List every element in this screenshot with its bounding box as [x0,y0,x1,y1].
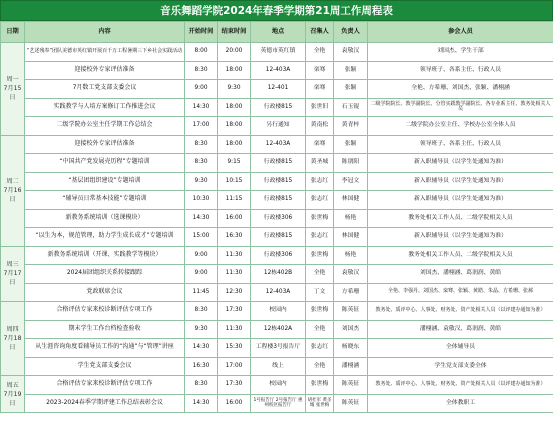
owner: 杨艳 [334,246,368,265]
event-content: “辅导员日常基本技能”专题培训 [25,191,185,210]
owner: 黄青梓 [334,117,368,136]
event-row [1,246,553,265]
event-row [1,320,553,339]
start-time: 9:00 [185,246,218,265]
attendees: 领导班子、各系主任、行政人员 [368,61,553,80]
event-row [1,43,553,62]
place: 12栋402A [251,320,306,339]
convener: 全艳 [306,43,334,62]
place: 另行通知 [251,117,306,136]
event-content: 2023-2024春季学期评建工作总结表彰会议 [25,394,185,413]
event-row [1,302,553,321]
event-content: “艺述残奉”团队美德市英红镇开展百千万工程暑期三下乡社会实践活动 [25,43,185,62]
event-row [1,357,553,376]
start-time: 15:00 [185,228,218,247]
owner: 刘国杰 [334,320,368,339]
event-row [1,376,553,395]
end-time: 9:30 [218,80,251,99]
day-date: 7月19日 [3,390,22,407]
event-content: 新教务系统培训（选课模块） [25,209,185,228]
attendees: 二级学院办公室主任、学校办公室全体人员 [368,117,553,136]
event-row [1,154,553,173]
event-row [1,191,553,210]
start-time: 8:30 [185,135,218,154]
event-row [1,98,553,117]
day-weekday: 周二 [6,178,19,185]
event-content: 期末学生工作台档检查验收 [25,320,185,339]
event-row [1,283,553,302]
end-time: 11:15 [218,191,251,210]
event-content: 迎接校外专家评估准备 [25,61,185,80]
start-time: 8:30 [185,376,218,395]
attendees: 新入职辅导员（以学生处通知为准） [368,191,553,210]
start-time: 8:30 [185,302,218,321]
attendees: 刘国杰、学生干部 [368,43,553,62]
attendees: 教务处相关工作人员、二级学院相关人员 [368,246,553,265]
owner: 石玉锟 [334,98,368,117]
event-content: 从生涯咨询角度看辅导员工作的“沟通”与“管理”讲座 [25,339,185,358]
end-time: 9:15 [218,154,251,173]
day-cell [1,376,25,413]
event-row [1,228,553,247]
attendees: 新入职辅导员（以学生处通知为准） [368,228,553,247]
place: 行政楼815 [251,154,306,173]
event-content: 合格评估专家来校诊断评估专项工作 [25,376,185,395]
convener: 张志红 [306,228,334,247]
owner: 林国健 [334,228,368,247]
place: 12-403A [251,135,306,154]
place: 12栋402B [251,265,306,284]
convener: 栾骞 [306,61,334,80]
owner: 潘栩涵 [334,357,368,376]
schedule-table [0,21,553,413]
start-time: 17:00 [185,117,218,136]
end-time: 15:30 [218,339,251,358]
day-cell [1,43,25,136]
owner: 杨艳 [334,209,368,228]
owner: 方希珊 [334,283,368,302]
start-time: 16:30 [185,357,218,376]
event-row [1,265,553,284]
attendees: 全体教职工 [368,394,553,413]
attendees: 学生党支部支委全体 [368,357,553,376]
day-cell [1,246,25,302]
event-content: “基层团组织建设”专题培训 [25,172,185,191]
event-row [1,394,553,413]
attendees: 刘国杰、潘栩涵、葛润润、黄皓 [368,265,553,284]
start-time: 11:45 [185,283,218,302]
header-convener: 召集人 [306,22,334,43]
event-content: 二级学院办公室主任学期工作总结会 [25,117,185,136]
end-time: 17:00 [218,357,251,376]
convener: 黄圣城 [306,154,334,173]
attendees: 二级学院院长、教学副院长、分管实践教学副院长、各专业系主任、教务处相关人员 [368,98,553,117]
start-time: 8:30 [185,61,218,80]
convener: 张志红 [306,191,334,210]
place: 12-401 [251,80,306,99]
end-time: 18:00 [218,117,251,136]
header-end-time: 结束时间 [218,22,251,43]
place: 校园内 [251,302,306,321]
attendees: 全艳、方希珊、刘国杰、张颖、潘栩涵 [368,80,553,99]
place: 行政楼815 [251,228,306,247]
event-content: 实践教学与人培方案修订工作推进会议 [25,98,185,117]
place: 1号报告厅 2号报告厅 惠州校区报告厅 [251,394,306,413]
place: 行政楼306 [251,246,306,265]
end-time: 10:15 [218,172,251,191]
end-time: 16:00 [218,209,251,228]
event-content: 迎接校外专家评估准备 [25,135,185,154]
start-time: 9:30 [185,320,218,339]
day-date: 7月15日 [3,85,22,102]
attendees: 教务处相关工作人员、二级学院相关人员 [368,209,553,228]
owner: 陈英征 [334,302,368,321]
event-row [1,339,553,358]
owner: 袁敬汉 [334,43,368,62]
event-content: 2024届团组织关系转接跟踪 [25,265,185,284]
start-time: 14:30 [185,394,218,413]
owner: 张颖 [334,135,368,154]
convener: 张世梅 [306,376,334,395]
day-weekday: 周三 [6,261,19,269]
place: 行政楼815 [251,191,306,210]
header-place: 地点 [251,22,306,43]
owner: 李冠文 [334,172,368,191]
convener: 栾骞 [306,80,334,99]
convener: 张世梅 [306,209,334,228]
end-time: 11:30 [218,265,251,284]
page-title: 音乐舞蹈学院2024年春季学期第21周工作周程表 [0,0,553,21]
place: 行政楼306 [251,209,306,228]
owner: 杨晓东 [334,339,368,358]
place: 行政楼815 [251,172,306,191]
start-time: 14:30 [185,98,218,117]
day-date: 7月18日 [3,335,22,351]
end-time: 11:30 [218,320,251,339]
attendees: 教务处、质评中心、人事处、财务处、资产处相关人员（以评建办通知为准） [368,376,553,395]
convener: 张志红 [306,172,334,191]
schedule-body [1,43,553,413]
convener: 黄南松 [306,117,334,136]
attendees: 全体辅导员 [368,339,553,358]
event-row [1,80,553,99]
start-time: 8:00 [185,43,218,62]
place: 线上 [251,357,306,376]
header-content: 内容 [25,22,185,43]
convener: 全艳 [306,320,334,339]
day-weekday: 周一 [6,76,19,84]
day-weekday: 周四 [6,326,19,333]
convener: 张世旧 [306,98,334,117]
header-start-time: 开始时间 [185,22,218,43]
day-date: 7月16日 [3,187,22,203]
end-time: 16:00 [218,394,251,413]
start-time: 14:30 [185,339,218,358]
owner: 张颖 [334,80,368,99]
header-row [1,22,553,43]
header-attendees: 参会人员 [368,22,553,43]
day-cell [1,135,25,246]
owner: 张颖 [334,61,368,80]
start-time: 10:30 [185,191,218,210]
day-cell [1,302,25,376]
attendees: 全艳、李强丹、刘国杰、栾骞、张颖、黄皓、朱晶、方希珊、张郝 [368,283,553,302]
end-time: 18:00 [218,135,251,154]
owner: 陈朋阳 [334,154,368,173]
owner: 袁敬汉 [334,265,368,284]
place: 英德市英红镇 [251,43,306,62]
place: 12-403A [251,61,306,80]
end-time: 16:30 [218,228,251,247]
convener: 张世梅 [306,246,334,265]
place: 工程楼3号报告厅 [251,339,306,358]
attendees: 潘栩涵、袁敬汉、葛润润、黄皓 [368,320,553,339]
event-row [1,172,553,191]
end-time: 17:30 [218,376,251,395]
event-row [1,209,553,228]
owner: 陈英征 [334,376,368,395]
event-content: “中国共产党发展壳历程”专题培训 [25,154,185,173]
end-time: 11:30 [218,246,251,265]
header-date: 日期 [1,22,25,43]
convener: 全艳 [306,357,334,376]
convener: 全艳 [306,265,334,284]
day-weekday: 周五 [6,381,19,389]
convener: 张世梅 [306,302,334,321]
event-row [1,135,553,154]
owner: 陈英征 [334,394,368,413]
event-content: 新教务系统培训（开课、实践教学等模块） [25,246,185,265]
attendees: 领导班子、各系主任、行政人员 [368,135,553,154]
end-time: 18:00 [218,98,251,117]
start-time: 14:30 [185,209,218,228]
day-date: 7月17日 [3,270,22,287]
attendees: 新入职辅导员（以学生处通知为准） [368,172,553,191]
event-content: 7月数工党支部支委会议 [25,80,185,99]
start-time: 8:30 [185,154,218,173]
event-content: “以生为本，规范管理，助力学生成长成才”专题培训 [25,228,185,247]
convener: 栾骞 [306,135,334,154]
convener: 张志红 [306,339,334,358]
header-owner: 负责人 [334,22,368,43]
start-time: 9:30 [185,172,218,191]
convener: 丁文 [306,283,334,302]
event-row [1,61,553,80]
place: 校园内 [251,376,306,395]
event-content: 学生党支部支委会议 [25,357,185,376]
end-time: 12:30 [218,283,251,302]
start-time: 9:00 [185,80,218,99]
end-time: 17:30 [218,302,251,321]
event-content: 党政联席会议 [25,283,185,302]
event-row [1,117,553,136]
place: 12-403A [251,283,306,302]
convener: 胡社军 黄圣城 张世梅 [306,394,334,413]
end-time: 18:00 [218,61,251,80]
event-content: 合格评估专家来校诊断评估专项工作 [25,302,185,321]
attendees: 教务处、质评中心、人事处、财务处、资产处相关人员（以评建办通知为准） [368,302,553,321]
place: 行政楼815 [251,98,306,117]
owner: 林国健 [334,191,368,210]
attendees: 新入职辅导员（以学生处通知为准） [368,154,553,173]
end-time: 20:00 [218,43,251,62]
start-time: 9:00 [185,265,218,284]
